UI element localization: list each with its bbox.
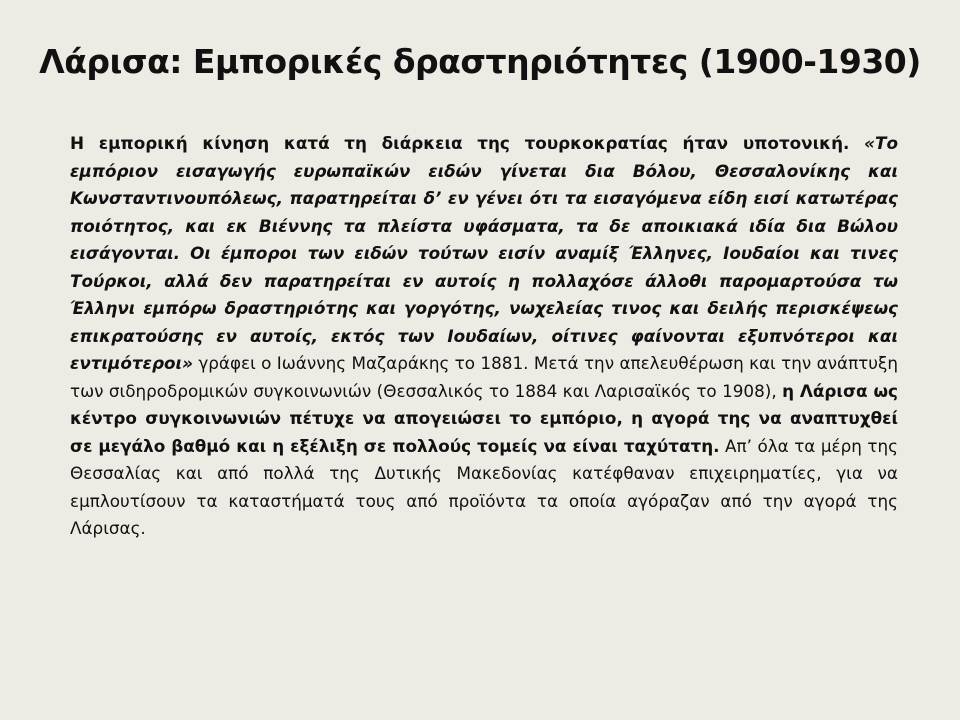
body-segment-highlight: η Λάρισα ως κέντρο συγκοινωνιών πέτυχε να απογειώσει το εμπόριο, η αγορά της να αναπτυχθεί σε μεγάλο βαθμό και η εξέλιξη σε πολλούς τομείς να είναι ταχύτατη. (70, 380, 898, 456)
body-segment-context: γράφει ο Ιωάννης Μαζαράκης το 1881. Μετά την απελευθέρωση και την ανάπτυξη των σιδηροδρομικών συγκοινωνιών (Θεσσαλικός το 1884 και Λαρισαϊκός το 1908), (70, 353, 898, 401)
slide-title: Λάρισα: Εμπορικές δραστηριότητες (1900-1930) (39, 42, 921, 81)
slide-body-text (70, 130, 898, 543)
body-segment-intro: Η εμπορική κίνηση κατά τη διάρκεια της τουρκοκρατίας ήταν υποτονική. (70, 133, 865, 153)
body-segment-quote: «Το εμπόριον εισαγωγής ευρωπαϊκών ειδών γίνεται δια Βόλου, Θεσσαλονίκης και Κωνσταντινουπόλεως, παρατηρείται δ’ εν γένει ότι τα εισαγόμενα είδη εισί κατωτέρας ποιότητος, και εκ Βιέννης τα πλείστα υφάσματα, τα δε αποικιακά ιδία δια Βώλου εισάγονται. Οι έμποροι των ειδών τούτων εισίν αναμίξ Έλληνες, Ιουδαίοι και τινες Τούρκοι, αλλά δεν παρατηρείται εν αυτοίς η πολλαχόσε άλλοθι παρομαρτούσα τω Έλληνι εμπόρω δραστηριότης και γοργότης, νωχελείας τινος και δειλής περισκέψεως επικρατούσης εν αυτοίς, εκτός των Ιουδαίων, οίτινες φαίνονται εξυπνότεροι και εντιμότεροι» (70, 133, 898, 373)
body-segment-conclusion: Απ’ όλα τα μέρη της Θεσσαλίας και από πολλά της Δυτικής Μακεδονίας κατέφθαναν επιχειρηματίες, για να εμπλουτίσουν τα καταστήματά τους από προϊόντα τα οποία αγόραζαν από την αγορά της Λάρισας. (70, 435, 898, 538)
